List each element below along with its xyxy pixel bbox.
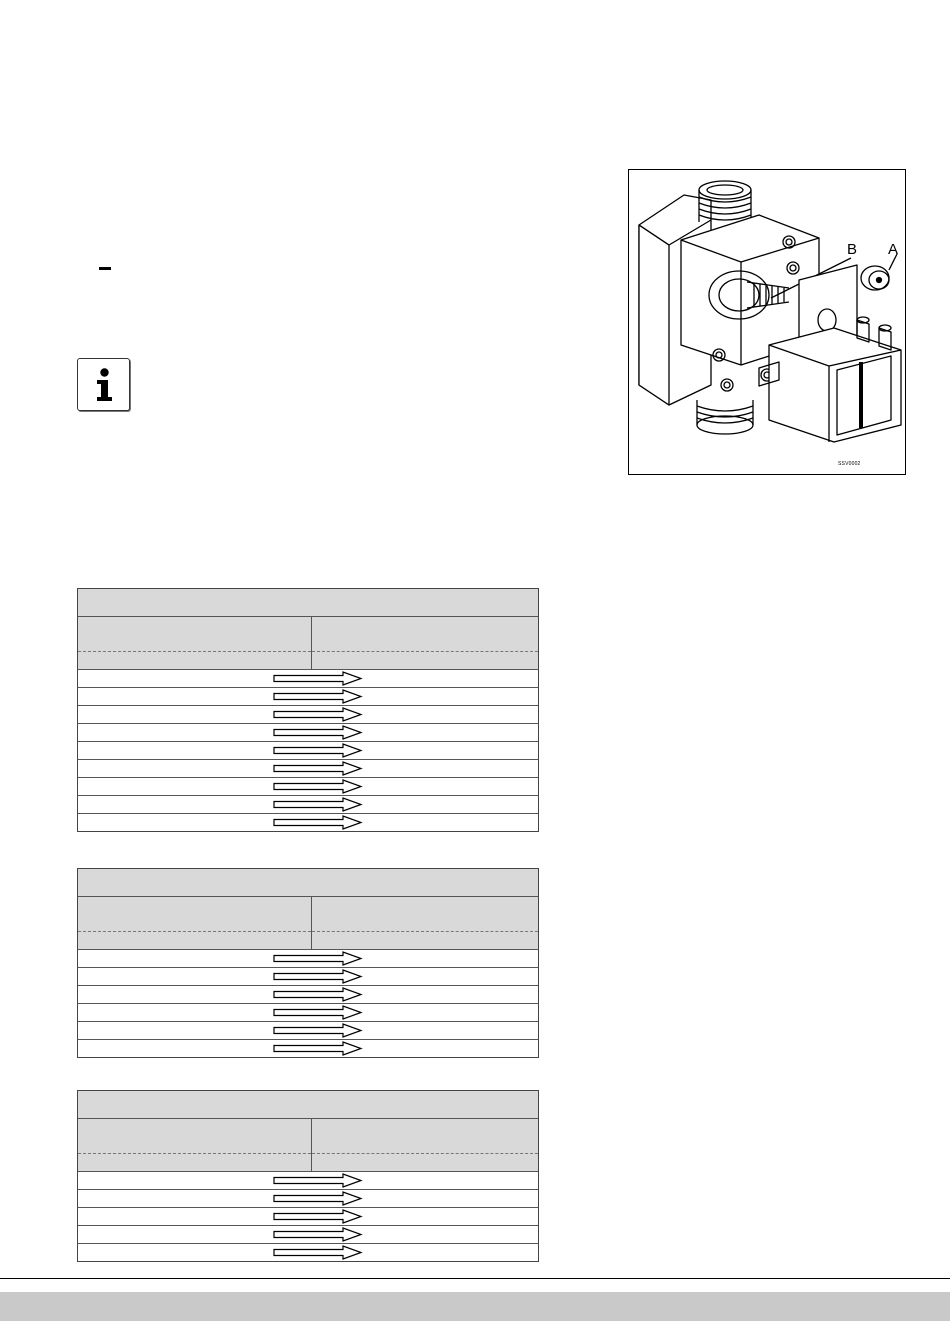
column-header-right	[312, 1119, 538, 1171]
table-3	[77, 1090, 539, 1262]
figure-label-b: B	[847, 241, 858, 258]
table-row	[78, 1244, 538, 1261]
table-row	[78, 706, 538, 724]
table-title-row	[78, 1091, 538, 1119]
gas-valve-drawing	[629, 170, 907, 476]
right-arrow-icon	[273, 815, 363, 835]
table-row	[78, 1022, 538, 1040]
table-row	[78, 950, 538, 968]
table-row	[78, 1172, 538, 1190]
table-row	[78, 724, 538, 742]
info-icon	[77, 358, 130, 411]
table-row	[78, 778, 538, 796]
right-arrow-icon	[273, 1245, 363, 1265]
table-1	[77, 588, 539, 832]
table-row	[78, 670, 538, 688]
table-row	[78, 1226, 538, 1244]
column-header-right	[312, 617, 538, 669]
table-row	[78, 742, 538, 760]
figure-label-a: A	[888, 241, 899, 258]
figure-code: SSV0002	[838, 461, 861, 467]
column-header-left	[78, 897, 312, 949]
column-header-left	[78, 617, 312, 669]
column-header-left	[78, 1119, 312, 1171]
right-arrow-icon	[273, 1041, 363, 1061]
column-header-right	[312, 897, 538, 949]
table-column-headers	[78, 1119, 538, 1172]
table-row	[78, 796, 538, 814]
table-row	[78, 1004, 538, 1022]
table-row	[78, 968, 538, 986]
table-column-headers	[78, 897, 538, 950]
table-row	[78, 760, 538, 778]
table-row	[78, 688, 538, 706]
footer-band	[0, 1292, 950, 1321]
footer-rule	[0, 1278, 950, 1279]
table-title-row	[78, 869, 538, 897]
table-row	[78, 1190, 538, 1208]
table-row	[78, 1040, 538, 1057]
table-title-row	[78, 589, 538, 617]
table-row	[78, 1208, 538, 1226]
gas-valve-figure	[628, 169, 906, 475]
table-row	[78, 986, 538, 1004]
list-dash-marker	[99, 267, 111, 270]
table-row	[78, 814, 538, 831]
table-column-headers	[78, 617, 538, 670]
table-2	[77, 868, 539, 1058]
